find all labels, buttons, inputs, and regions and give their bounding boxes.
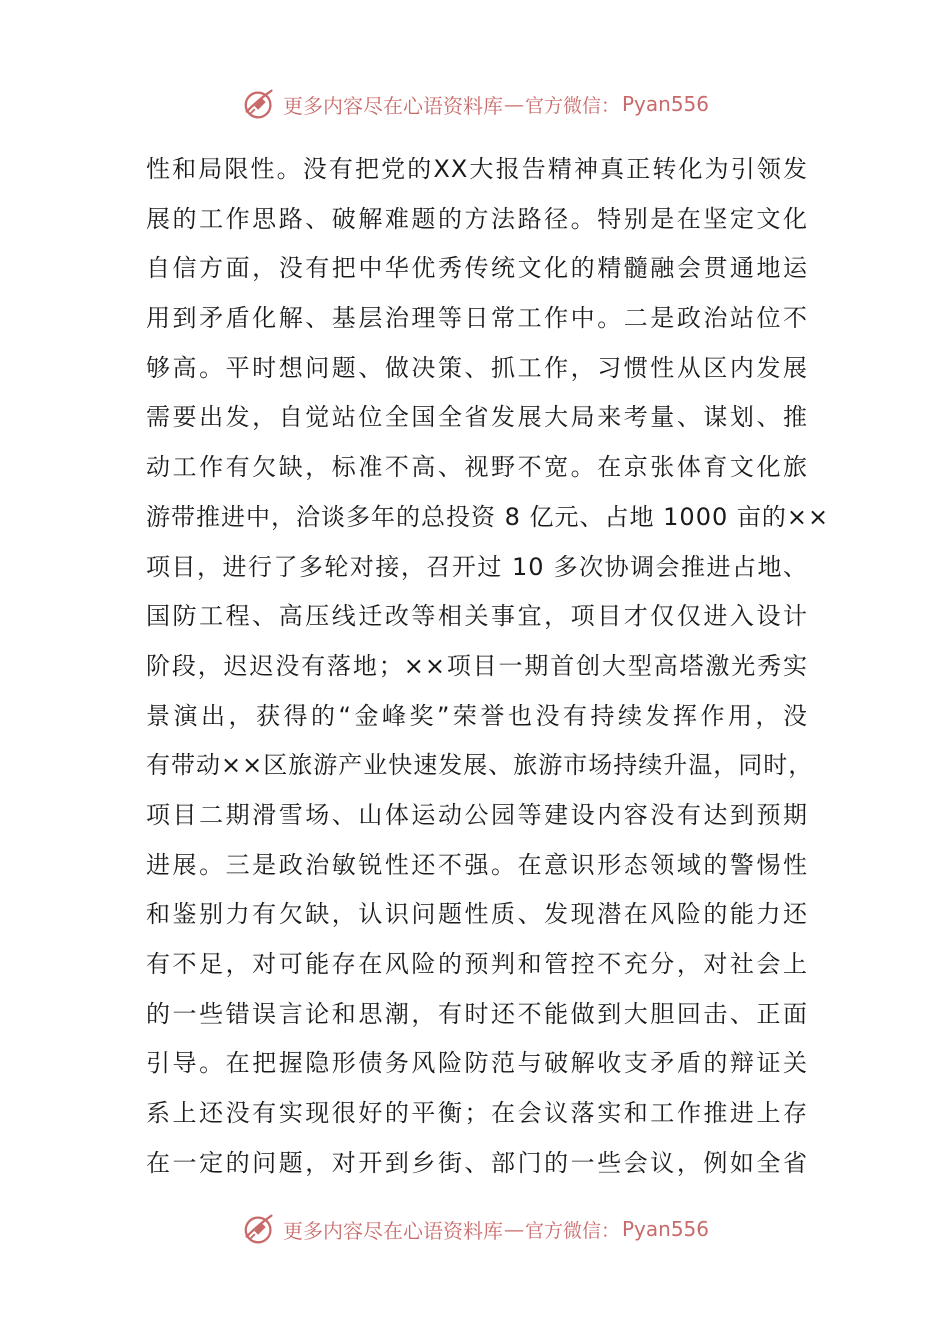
pen-nib-logo-icon xyxy=(241,1210,279,1248)
watermark-site-text: 更多内容尽在心语资料库 xyxy=(282,93,503,118)
text-line: 系上还没有实现很好的平衡；在会议落实和工作推进上存 xyxy=(146,1099,808,1128)
text-line: 动工作有欠缺，标准不高、视野不宽。在京张体育文化旅 xyxy=(146,453,808,482)
text-line: 的一些错误言论和思潮，有时还不能做到大胆回击、正面 xyxy=(146,999,808,1028)
text-line: 展的工作思路、破解难题的方法路径。特别是在坚定文化 xyxy=(146,204,808,233)
text-line: 在一定的问题，对开到乡街、部门的一些会议，例如全省 xyxy=(146,1148,808,1177)
text-line: 需要出发，自觉站位全国全省发展大局来考量、谋划、推 xyxy=(146,403,808,432)
watermark-dash: — xyxy=(503,1217,524,1241)
watermark-wechat-label: 官方微信： xyxy=(524,1219,620,1242)
text-line: 用到矛盾化解、基层治理等日常工作中。二是政治站位不 xyxy=(146,304,808,333)
watermark-wechat-id: Pyan556 xyxy=(622,92,710,116)
watermark-dash: — xyxy=(503,92,524,116)
text-line: 够高。平时想问题、做决策、抓工作，习惯性从区内发展 xyxy=(146,353,808,382)
text-line: 项目，进行了多轮对接，召开过 10 多次协调会推进占地、 xyxy=(146,552,808,581)
text-line: 国防工程、高压线迁改等相关事宜，项目才仅仅进入设计 xyxy=(146,602,808,631)
text-line: 引导。在把握隐形债务风险防范与破解收支矛盾的辩证关 xyxy=(146,1049,808,1078)
footer-watermark xyxy=(0,1207,950,1251)
watermark-site-text: 更多内容尽在心语资料库 xyxy=(282,1218,503,1243)
header-watermark xyxy=(0,82,950,126)
text-line: 游带推进中，洽谈多年的总投资 8 亿元、占地 1000 亩的×× xyxy=(146,502,830,531)
text-line: 进展。三是政治敏锐性还不强。在意识形态领域的警惕性 xyxy=(146,850,808,879)
text-line: 阶段，迟迟没有落地；××项目一期首创大型高塔激光秀实 xyxy=(146,651,808,680)
document-body xyxy=(146,145,830,1188)
pen-nib-logo-icon xyxy=(241,85,279,123)
text-line: 自信方面，没有把中华优秀传统文化的精髓融会贯通地运 xyxy=(146,254,808,283)
text-line: 有不足，对可能存在风险的预判和管控不充分，对社会上 xyxy=(146,950,808,978)
watermark-wechat-id: Pyan556 xyxy=(622,1217,710,1241)
text-line: 性和局限性。没有把党的XX大报告精神真正转化为引领发 xyxy=(146,155,808,183)
text-line: 和鉴别力有欠缺，认识问题性质、发现潜在风险的能力还 xyxy=(146,900,808,929)
text-line: 项目二期滑雪场、山体运动公园等建设内容没有达到预期 xyxy=(146,800,808,829)
text-line: 有带动××区旅游产业快速发展、旅游市场持续升温，同时， xyxy=(146,751,814,780)
text-line: 景演出，获得的“金峰奖”荣誉也没有持续发挥作用，没 xyxy=(146,701,808,730)
watermark-wechat-label: 官方微信： xyxy=(524,94,620,117)
